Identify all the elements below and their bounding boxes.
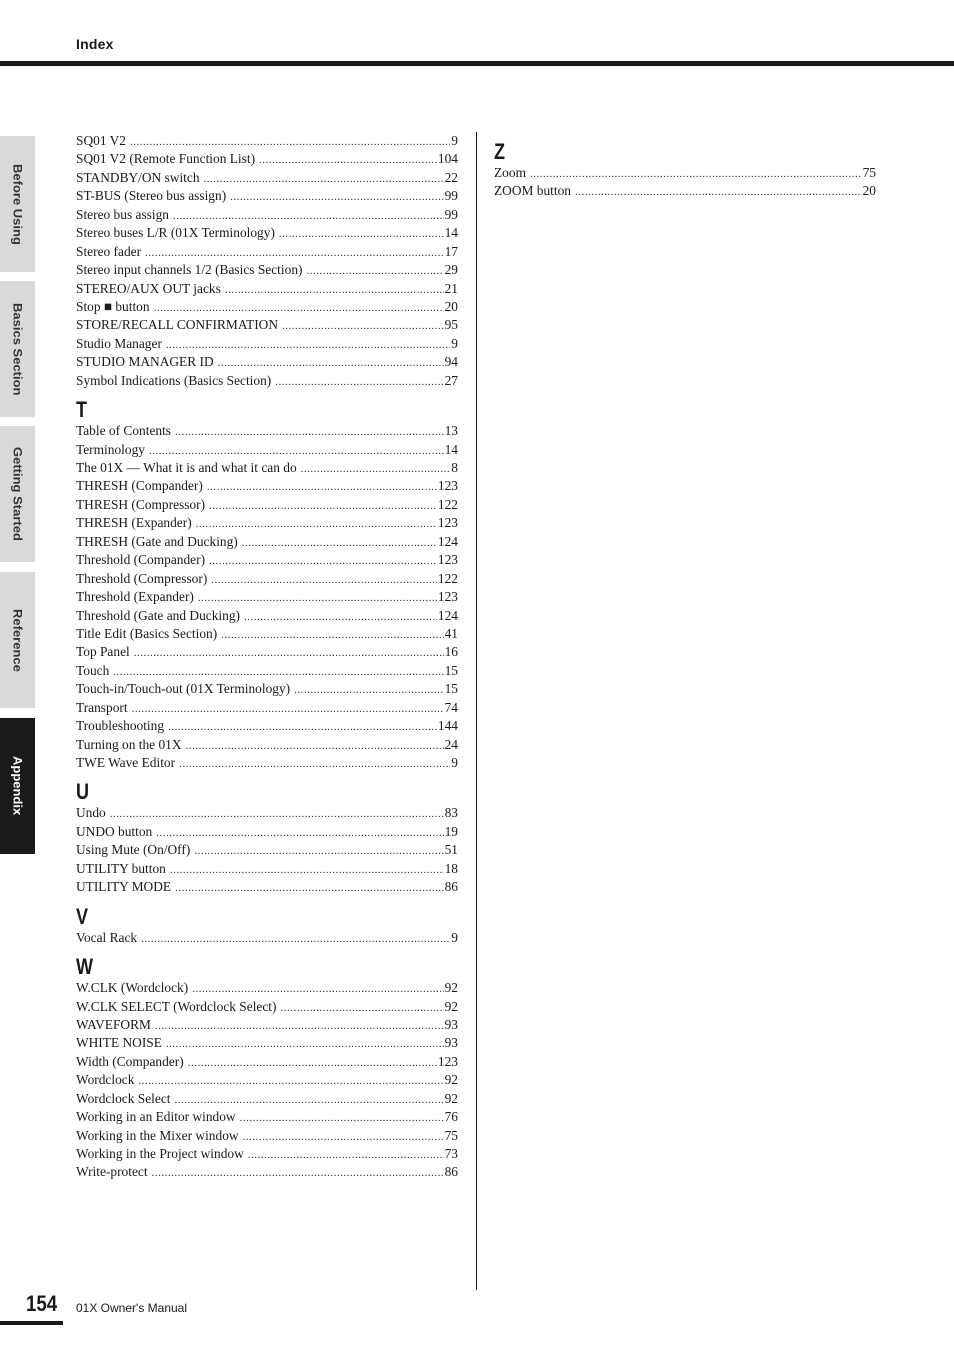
dot-leader	[155, 1017, 444, 1035]
dot-leader	[132, 700, 444, 718]
entry-term: WHITE NOISE	[76, 1035, 162, 1051]
index-entry	[76, 1090, 458, 1108]
index-entry	[76, 169, 458, 187]
entry-term: THRESH (Gate and Ducking)	[76, 533, 238, 549]
index-section	[76, 955, 458, 1182]
entry-term: Touch-in/Touch-out (01X Terminology)	[76, 681, 291, 697]
index-entry	[76, 496, 458, 514]
section-letter: W	[76, 954, 94, 980]
dot-leader	[575, 183, 862, 201]
entry-term: Threshold (Compressor)	[76, 570, 208, 586]
entry-page: 19	[444, 823, 458, 839]
entry-term: Threshold (Compander)	[76, 552, 206, 568]
index-entry	[76, 878, 458, 896]
index-entry	[76, 998, 458, 1016]
dot-leader	[194, 842, 443, 860]
index-entry	[76, 1053, 458, 1071]
entry-page: 92	[444, 1072, 458, 1088]
dot-leader	[130, 133, 450, 151]
dot-leader	[179, 755, 450, 773]
entry-page: 9	[451, 929, 458, 945]
index-entry	[76, 680, 458, 698]
index-entry	[76, 804, 458, 822]
entry-page: 86	[444, 879, 458, 895]
index-entry	[76, 551, 458, 569]
index-entry	[76, 860, 458, 878]
entry-page: 73	[444, 1146, 458, 1161]
entry-term: Symbol Indications (Basics Section)	[76, 372, 272, 388]
entry-term: ST-BUS (Stereo bus assign)	[76, 188, 227, 204]
entry-page: 123	[437, 589, 458, 605]
dot-leader	[198, 589, 437, 607]
tab-basics-section[interactable]	[0, 281, 35, 417]
entry-term: Working in an Editor window	[76, 1109, 236, 1125]
index-entry	[494, 182, 876, 200]
entry-term: Write-protect	[76, 1164, 148, 1180]
dot-leader	[186, 737, 444, 755]
index-entry	[76, 607, 458, 625]
entry-term: THRESH (Expander)	[76, 515, 192, 531]
entry-term: Stop ■ button	[76, 298, 150, 314]
dot-leader	[170, 861, 444, 879]
index-entry	[76, 372, 458, 390]
entry-page: 93	[444, 1035, 458, 1051]
index-entry	[76, 533, 458, 551]
entry-term: THRESH (Compressor)	[76, 496, 206, 512]
entry-term: UTILITY MODE	[76, 879, 172, 895]
index-entry	[76, 459, 458, 477]
entry-page: 123	[437, 515, 458, 531]
entry-page: 9	[451, 755, 458, 770]
dot-leader	[166, 336, 450, 354]
dot-leader	[175, 879, 444, 897]
entry-term: The 01X — What it is and what it can do	[76, 460, 297, 475]
entry-term: Troubleshooting	[76, 718, 165, 734]
index-entry	[76, 662, 458, 680]
section-letter: Z	[494, 139, 506, 164]
tab-getting-started[interactable]	[0, 426, 35, 562]
index-entry	[76, 422, 458, 440]
entry-page: 20	[862, 183, 876, 199]
index-entry	[76, 717, 458, 735]
entry-page: 94	[444, 354, 458, 370]
entry-page: 16	[444, 644, 458, 660]
index-entry	[76, 736, 458, 754]
index-entry	[76, 754, 458, 772]
entry-page: 99	[444, 188, 458, 204]
index-entry	[76, 298, 458, 316]
dot-leader	[207, 478, 437, 496]
entry-term: Top Panel	[76, 644, 130, 660]
tab-label: Basics Section	[10, 302, 25, 396]
entry-page: 41	[444, 625, 458, 641]
section-letter: V	[76, 903, 89, 929]
index-entry	[76, 1127, 458, 1145]
index-entry	[76, 1034, 458, 1052]
index-entry	[76, 841, 458, 859]
index-entry	[76, 150, 458, 168]
dot-leader	[530, 165, 862, 183]
tab-label: Getting Started	[10, 447, 25, 541]
index-entry	[76, 1145, 458, 1163]
dot-leader	[110, 805, 444, 823]
entry-term: STORE/RECALL CONFIRMATION	[76, 317, 278, 333]
entry-page: 76	[444, 1109, 458, 1125]
entry-page: 122	[437, 570, 458, 586]
entry-page: 99	[444, 206, 458, 222]
entry-term: Vocal Rack	[76, 929, 138, 945]
dot-leader	[294, 681, 443, 699]
dot-leader	[204, 170, 444, 188]
entry-page: 75	[444, 1127, 458, 1143]
tab-label: Appendix	[10, 756, 25, 816]
entry-page: 92	[444, 980, 458, 996]
entry-page: 124	[437, 607, 458, 623]
entry-term: TWE Wave Editor	[76, 755, 176, 770]
index-section	[76, 398, 458, 772]
tab-label: Before Using	[10, 163, 25, 245]
dot-leader	[113, 663, 443, 681]
dot-leader	[230, 188, 443, 206]
footer-rule	[0, 1321, 63, 1325]
dot-leader	[281, 999, 444, 1017]
index-entry	[76, 929, 458, 947]
entry-page: 92	[444, 1090, 458, 1106]
index-section	[76, 905, 458, 947]
dot-leader	[275, 373, 443, 391]
index-entry	[76, 979, 458, 997]
dot-leader	[166, 1035, 444, 1053]
dot-leader	[306, 262, 443, 280]
entry-term: UTILITY button	[76, 860, 166, 876]
index-entry	[76, 823, 458, 841]
entry-term: Wordclock	[76, 1072, 135, 1088]
dot-leader	[248, 1146, 444, 1164]
entry-term: Wordclock Select	[76, 1090, 171, 1106]
entry-term: Stereo buses L/R (01X Terminology)	[76, 225, 275, 241]
entry-term: WAVEFORM	[76, 1016, 151, 1032]
index-entry	[76, 206, 458, 224]
entry-page: 95	[444, 317, 458, 333]
entry-page: 14	[444, 441, 458, 457]
entry-page: 13	[444, 423, 458, 439]
entry-page: 9	[451, 335, 458, 351]
entry-term: Transport	[76, 699, 128, 715]
dot-leader	[168, 718, 437, 736]
entry-page: 123	[437, 552, 458, 568]
entry-term: Table of Contents	[76, 423, 172, 439]
dot-leader	[209, 497, 437, 515]
entry-term: Turning on the 01X	[76, 736, 182, 752]
entry-page: 9	[451, 133, 458, 148]
index-entry	[76, 514, 458, 532]
dot-leader	[282, 317, 444, 335]
entry-page: 18	[444, 860, 458, 876]
dot-leader	[149, 442, 444, 460]
entry-page: 123	[437, 478, 458, 494]
entry-page: 14	[444, 225, 458, 241]
index-entry	[76, 625, 458, 643]
index-section	[494, 140, 876, 201]
entry-term: SQ01 V2 (Remote Function List)	[76, 151, 256, 167]
entry-page: 17	[444, 243, 458, 259]
index-entry	[76, 643, 458, 661]
entry-page: 104	[437, 151, 458, 167]
entry-page: 93	[444, 1016, 458, 1032]
entry-term: Studio Manager	[76, 335, 162, 351]
dot-leader	[240, 1109, 444, 1127]
entry-page: 122	[437, 496, 458, 512]
index-section	[76, 780, 458, 896]
entry-page: 20	[444, 298, 458, 314]
index-entry	[76, 243, 458, 261]
index-entry	[76, 224, 458, 242]
dot-leader	[244, 608, 437, 626]
dot-leader	[188, 1054, 437, 1072]
entry-page: 144	[437, 718, 458, 734]
entry-page: 124	[437, 533, 458, 549]
dot-leader	[242, 534, 437, 552]
dot-leader	[259, 151, 437, 169]
index-entry	[76, 261, 458, 279]
entry-term: Stereo bus assign	[76, 206, 169, 222]
section-letter: T	[76, 397, 88, 423]
index-entry	[76, 1071, 458, 1089]
entry-page: 75	[862, 165, 876, 180]
entry-page: 51	[444, 842, 458, 858]
entry-term: Zoom	[494, 165, 526, 180]
entry-page: 123	[437, 1053, 458, 1069]
dot-leader	[152, 1164, 444, 1182]
tab-appendix[interactable]	[0, 718, 35, 854]
entry-term: Width (Compander)	[76, 1053, 184, 1069]
entry-page: 27	[444, 372, 458, 388]
index-entry	[76, 588, 458, 606]
index-entry	[76, 187, 458, 205]
entry-term: Undo	[76, 805, 106, 821]
entry-term: W.CLK (Wordclock)	[76, 980, 189, 996]
index-entry	[76, 353, 458, 371]
dot-leader	[221, 626, 443, 644]
dot-leader	[141, 930, 450, 948]
dot-leader	[192, 980, 443, 998]
entry-term: THRESH (Compander)	[76, 478, 203, 494]
index-column-right	[494, 132, 876, 201]
dot-leader	[154, 299, 444, 317]
dot-leader	[301, 460, 451, 478]
index-entry	[76, 477, 458, 495]
dot-leader	[211, 571, 437, 589]
entry-page: 24	[444, 736, 458, 752]
dot-leader	[174, 1091, 443, 1109]
entry-term: ZOOM button	[494, 183, 571, 199]
entry-page: 22	[444, 169, 458, 185]
entry-term: Using Mute (On/Off)	[76, 842, 191, 858]
dot-leader	[279, 225, 444, 243]
entry-page: 74	[444, 699, 458, 715]
dot-leader	[156, 824, 443, 842]
dot-leader	[218, 354, 444, 372]
entry-term: Working in the Mixer window	[76, 1127, 239, 1143]
entry-term: STEREO/AUX OUT jacks	[76, 280, 221, 296]
index-section	[76, 132, 458, 390]
entry-term: UNDO button	[76, 823, 153, 839]
entry-term: Threshold (Expander)	[76, 589, 194, 605]
running-header: Index	[76, 36, 114, 52]
entry-page: 8	[451, 460, 458, 475]
entry-term: STUDIO MANAGER ID	[76, 354, 214, 370]
index-entry	[76, 570, 458, 588]
entry-term: Title Edit (Basics Section)	[76, 625, 218, 641]
dot-leader	[209, 552, 437, 570]
entry-page: 29	[444, 262, 458, 278]
index-entry	[76, 699, 458, 717]
dot-leader	[134, 644, 444, 662]
entry-term: Stereo fader	[76, 243, 142, 259]
index-entry	[76, 132, 458, 150]
index-entry	[76, 316, 458, 334]
dot-leader	[225, 281, 444, 299]
index-entry	[76, 280, 458, 298]
index-entry	[76, 1016, 458, 1034]
dot-leader	[196, 515, 437, 533]
index-entry	[76, 335, 458, 353]
dot-leader	[145, 244, 444, 262]
index-entry	[76, 441, 458, 459]
manual-title: 01X Owner's Manual	[76, 1301, 188, 1315]
index-column-left	[76, 132, 458, 1182]
tab-reference[interactable]	[0, 572, 35, 708]
entry-page: 15	[444, 662, 458, 678]
entry-page: 83	[444, 805, 458, 821]
entry-page: 21	[444, 280, 458, 296]
dot-leader	[173, 207, 444, 225]
index-entry	[76, 1108, 458, 1126]
dot-leader	[138, 1072, 443, 1090]
dot-leader	[243, 1128, 444, 1146]
entry-term: W.CLK SELECT (Wordclock Select)	[76, 998, 277, 1014]
entry-term: SQ01 V2	[76, 133, 126, 148]
entry-term: Terminology	[76, 441, 145, 457]
tab-before-using[interactable]	[0, 136, 35, 272]
entry-term: Touch	[76, 662, 110, 678]
column-divider	[476, 132, 477, 1290]
entry-term: Stereo input channels 1/2 (Basics Section)	[76, 262, 303, 278]
tab-label: Reference	[10, 608, 25, 672]
section-letter: U	[76, 779, 90, 805]
index-entry	[76, 1163, 458, 1181]
entry-page: 92	[444, 998, 458, 1014]
entry-page: 86	[444, 1164, 458, 1180]
page-number: 154	[26, 1291, 58, 1316]
entry-term: Threshold (Gate and Ducking)	[76, 607, 240, 623]
entry-page: 15	[444, 681, 458, 697]
entry-term: Working in the Project window	[76, 1146, 244, 1161]
index-entry	[494, 164, 876, 182]
header-rule	[0, 61, 954, 66]
entry-term: STANDBY/ON switch	[76, 169, 200, 185]
dot-leader	[175, 423, 444, 441]
